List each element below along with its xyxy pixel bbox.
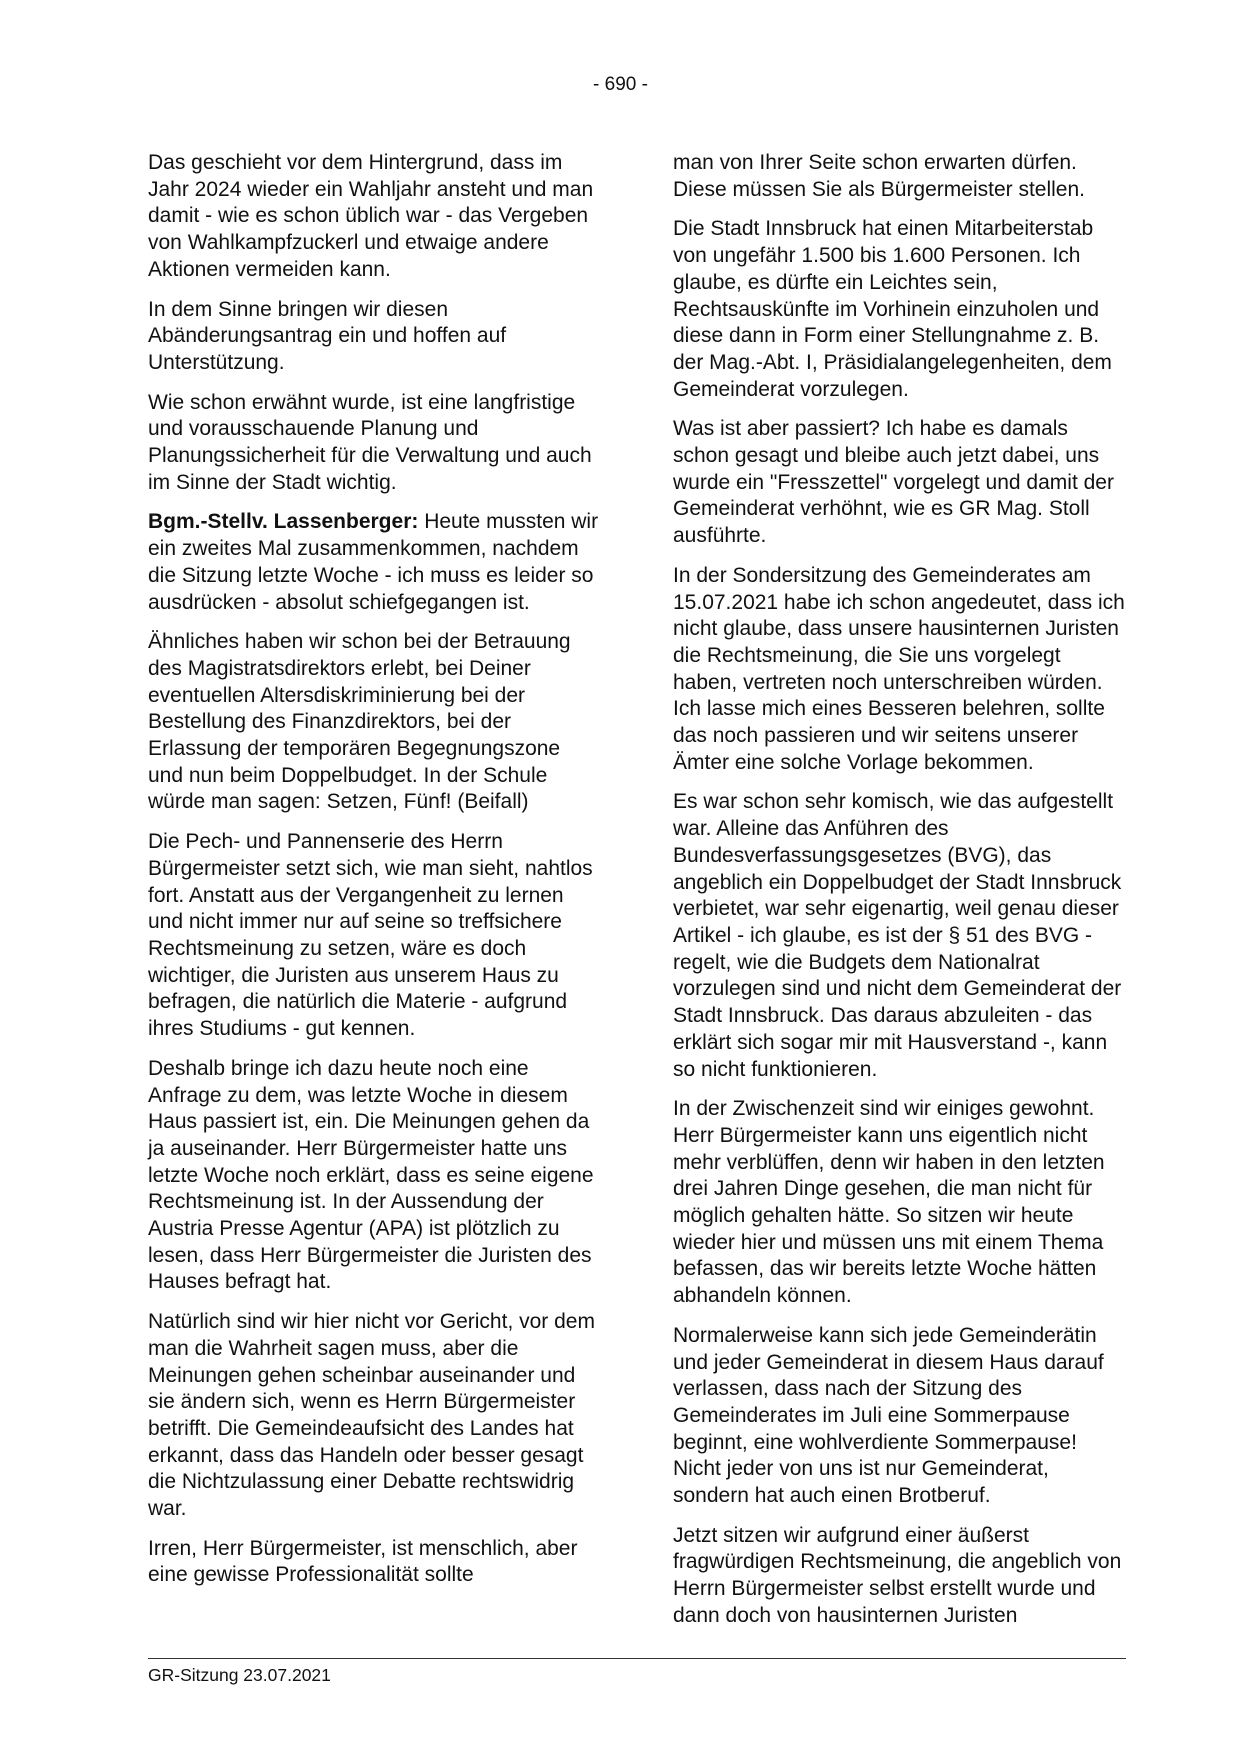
- paragraph: man von Ihrer Seite schon erwarten dürfen. Diese müssen Sie als Bürgermeister stellen.: [673, 151, 1086, 201]
- footer-session-date: GR-Sitzung 23.07.2021: [148, 1665, 331, 1685]
- footer-divider: [148, 1658, 1126, 1659]
- paragraph: Irren, Herr Bürgermeister, ist menschlich, aber eine gewisse Professionalität sollte: [148, 1536, 578, 1587]
- paragraph: Natürlich sind wir hier nicht vor Gericht, vor dem man die Wahrheit sagen muss, aber die Meinungen gehen scheinbar auseinander und sie ändern sich, wenn es Herrn Bürgermeister betrifft. Die Gemeindeaufsicht des Landes hat erkannt, dass das Handeln oder besser gesagt die Nichtzulassung einer Debatte rechtswidrig war.: [148, 1310, 595, 1521]
- speech-text: Heute mussten wir ein zweites Mal zusammenkommen, nachdem die Sitzung letzte Woche - ich muss es leider so ausdrücken - absolut schiefgegangen ist.: [148, 510, 599, 614]
- speech-paragraph: [148, 509, 600, 616]
- speaker-name: Bgm.-Stellv. Lassenberger:: [148, 510, 419, 534]
- paragraph: Deshalb bringe ich dazu heute noch eine Anfrage zu dem, was letzte Woche in diesem Haus passiert ist, ein. Die Meinungen gehen da ja auseinander. Herr Bürgermeister hatte uns letzte Woche noch erklärt, dass es seine eigene Rechtsmeinung ist. In der Aussendung der Austria Presse Agentur (APA) ist plötzlich zu lesen, dass Herr Bürgermeister die Juristen des Hauses befragt hat.: [148, 1056, 594, 1294]
- paragraph: In dem Sinne bringen wir diesen Abänderungsantrag ein und hoffen auf Unterstützung.: [148, 297, 507, 374]
- paragraph: Es war schon sehr komisch, wie das aufgestellt war. Alleine das Anführen des Bundesverfassungsgesetzes (BVG), das angeblich ein Doppelbudget der Stadt Innsbruck verbietet, war sehr eigenartig, weil genau dieser Artikel - ich glaube, es ist der § 51 des BVG - regelt, wie die Budgets dem Nationalrat vorzulegen sind und nicht dem Gemeinderat der Stadt Innsbruck. Das daraus abzuleiten - das erklärt sich sogar mir mit Hausverstand -, kann so nicht funktionieren.: [673, 790, 1122, 1081]
- page-number: - 690 -: [593, 74, 648, 95]
- paragraph: Jetzt sitzen wir aufgrund einer äußerst fragwürdigen Rechtsmeinung, die angeblich von Herrn Bürgermeister selbst erstellt wurde und dann doch von hausinternen Juristen: [673, 1523, 1122, 1627]
- paragraph: Was ist aber passiert? Ich habe es damals schon gesagt und bleibe auch jetzt dabei, uns wurde ein "Fresszettel" vorgelegt und damit der Gemeinderat verhöhnt, wie es GR Mag. Stoll ausführte.: [673, 417, 1114, 548]
- paragraph: In der Zwischenzeit sind wir einiges gewohnt. Herr Bürgermeister kann uns eigentlich nicht mehr verblüffen, denn wir haben in den letzten drei Jahren Dinge gesehen, die man nicht für möglich gehalten hätte. So sitzen wir heute wieder hier und müssen uns mit einem Thema befassen, das wir bereits letzte Woche hätten abhandeln können.: [673, 1097, 1105, 1308]
- paragraph: Das geschieht vor dem Hintergrund, dass im Jahr 2024 wieder ein Wahljahr ansteht und man damit - wie es schon üblich war - das Vergeben von Wahlkampfzuckerl und etwaige andere Aktionen vermeiden kann.: [148, 151, 594, 281]
- paragraph: Die Pech- und Pannenserie des Herrn Bürgermeister setzt sich, wie man sieht, nahtlos fort. Anstatt aus der Vergangenheit zu lernen und nicht immer nur auf seine so treffsichere Rechtsmeinung zu setzen, wäre es doch wichtiger, die Juristen aus unserem Haus zu befragen, die natürlich die Materie - aufgrund ihres Studiums - gut kennen.: [148, 830, 593, 1041]
- paragraph: Normalerweise kann sich jede Gemeinderätin und jeder Gemeinderat in diesem Haus darauf verlassen, dass nach der Sitzung des Gemeinderates im Juli eine Sommerpause beginnt, eine wohlverdiente Sommerpause! Nicht jeder von uns ist nur Gemeinderat, sondern hat auch einen Brotberuf.: [673, 1323, 1104, 1508]
- paragraph: Die Stadt Innsbruck hat einen Mitarbeiterstab von ungefähr 1.500 bis 1.600 Personen. Ich glaube, es dürfte ein Leichtes sein, Rechtsauskünfte im Vorhinein einzuholen und diese dann in Form einer Stellungnahme z. B. der Mag.-Abt. I, Präsidialangelegenheiten, dem Gemeinderat vorzulegen.: [673, 217, 1112, 401]
- paragraph: Wie schon erwähnt wurde, ist eine langfristige und vorausschauende Planung und Planungssicherheit für die Verwaltung und auch im Sinne der Stadt wichtig.: [148, 390, 592, 494]
- paragraph: In der Sondersitzung des Gemeinderates am 15.07.2021 habe ich schon angedeutet, dass ich nicht glaube, dass unsere hausinternen Juristen die Rechtsmeinung, die Sie uns vorgelegt haben, vertreten noch unterschreiben würden. Ich lasse mich eines Besseren belehren, sollte das noch passieren und wir seitens unserer Ämter eine solche Vorlage bekommen.: [673, 563, 1125, 774]
- paragraph: Ähnliches haben wir schon bei der Betrauung des Magistratsdirektors erlebt, bei Deiner eventuellen Altersdiskriminierung bei der Bestellung des Finanzdirektors, bei der Erlassung der temporären Begegnungszone und nun beim Doppelbudget. In der Schule würde man sagen: Setzen, Fünf! (Beifall): [148, 630, 571, 814]
- right-column: [673, 150, 1125, 1643]
- left-column: [148, 150, 600, 1602]
